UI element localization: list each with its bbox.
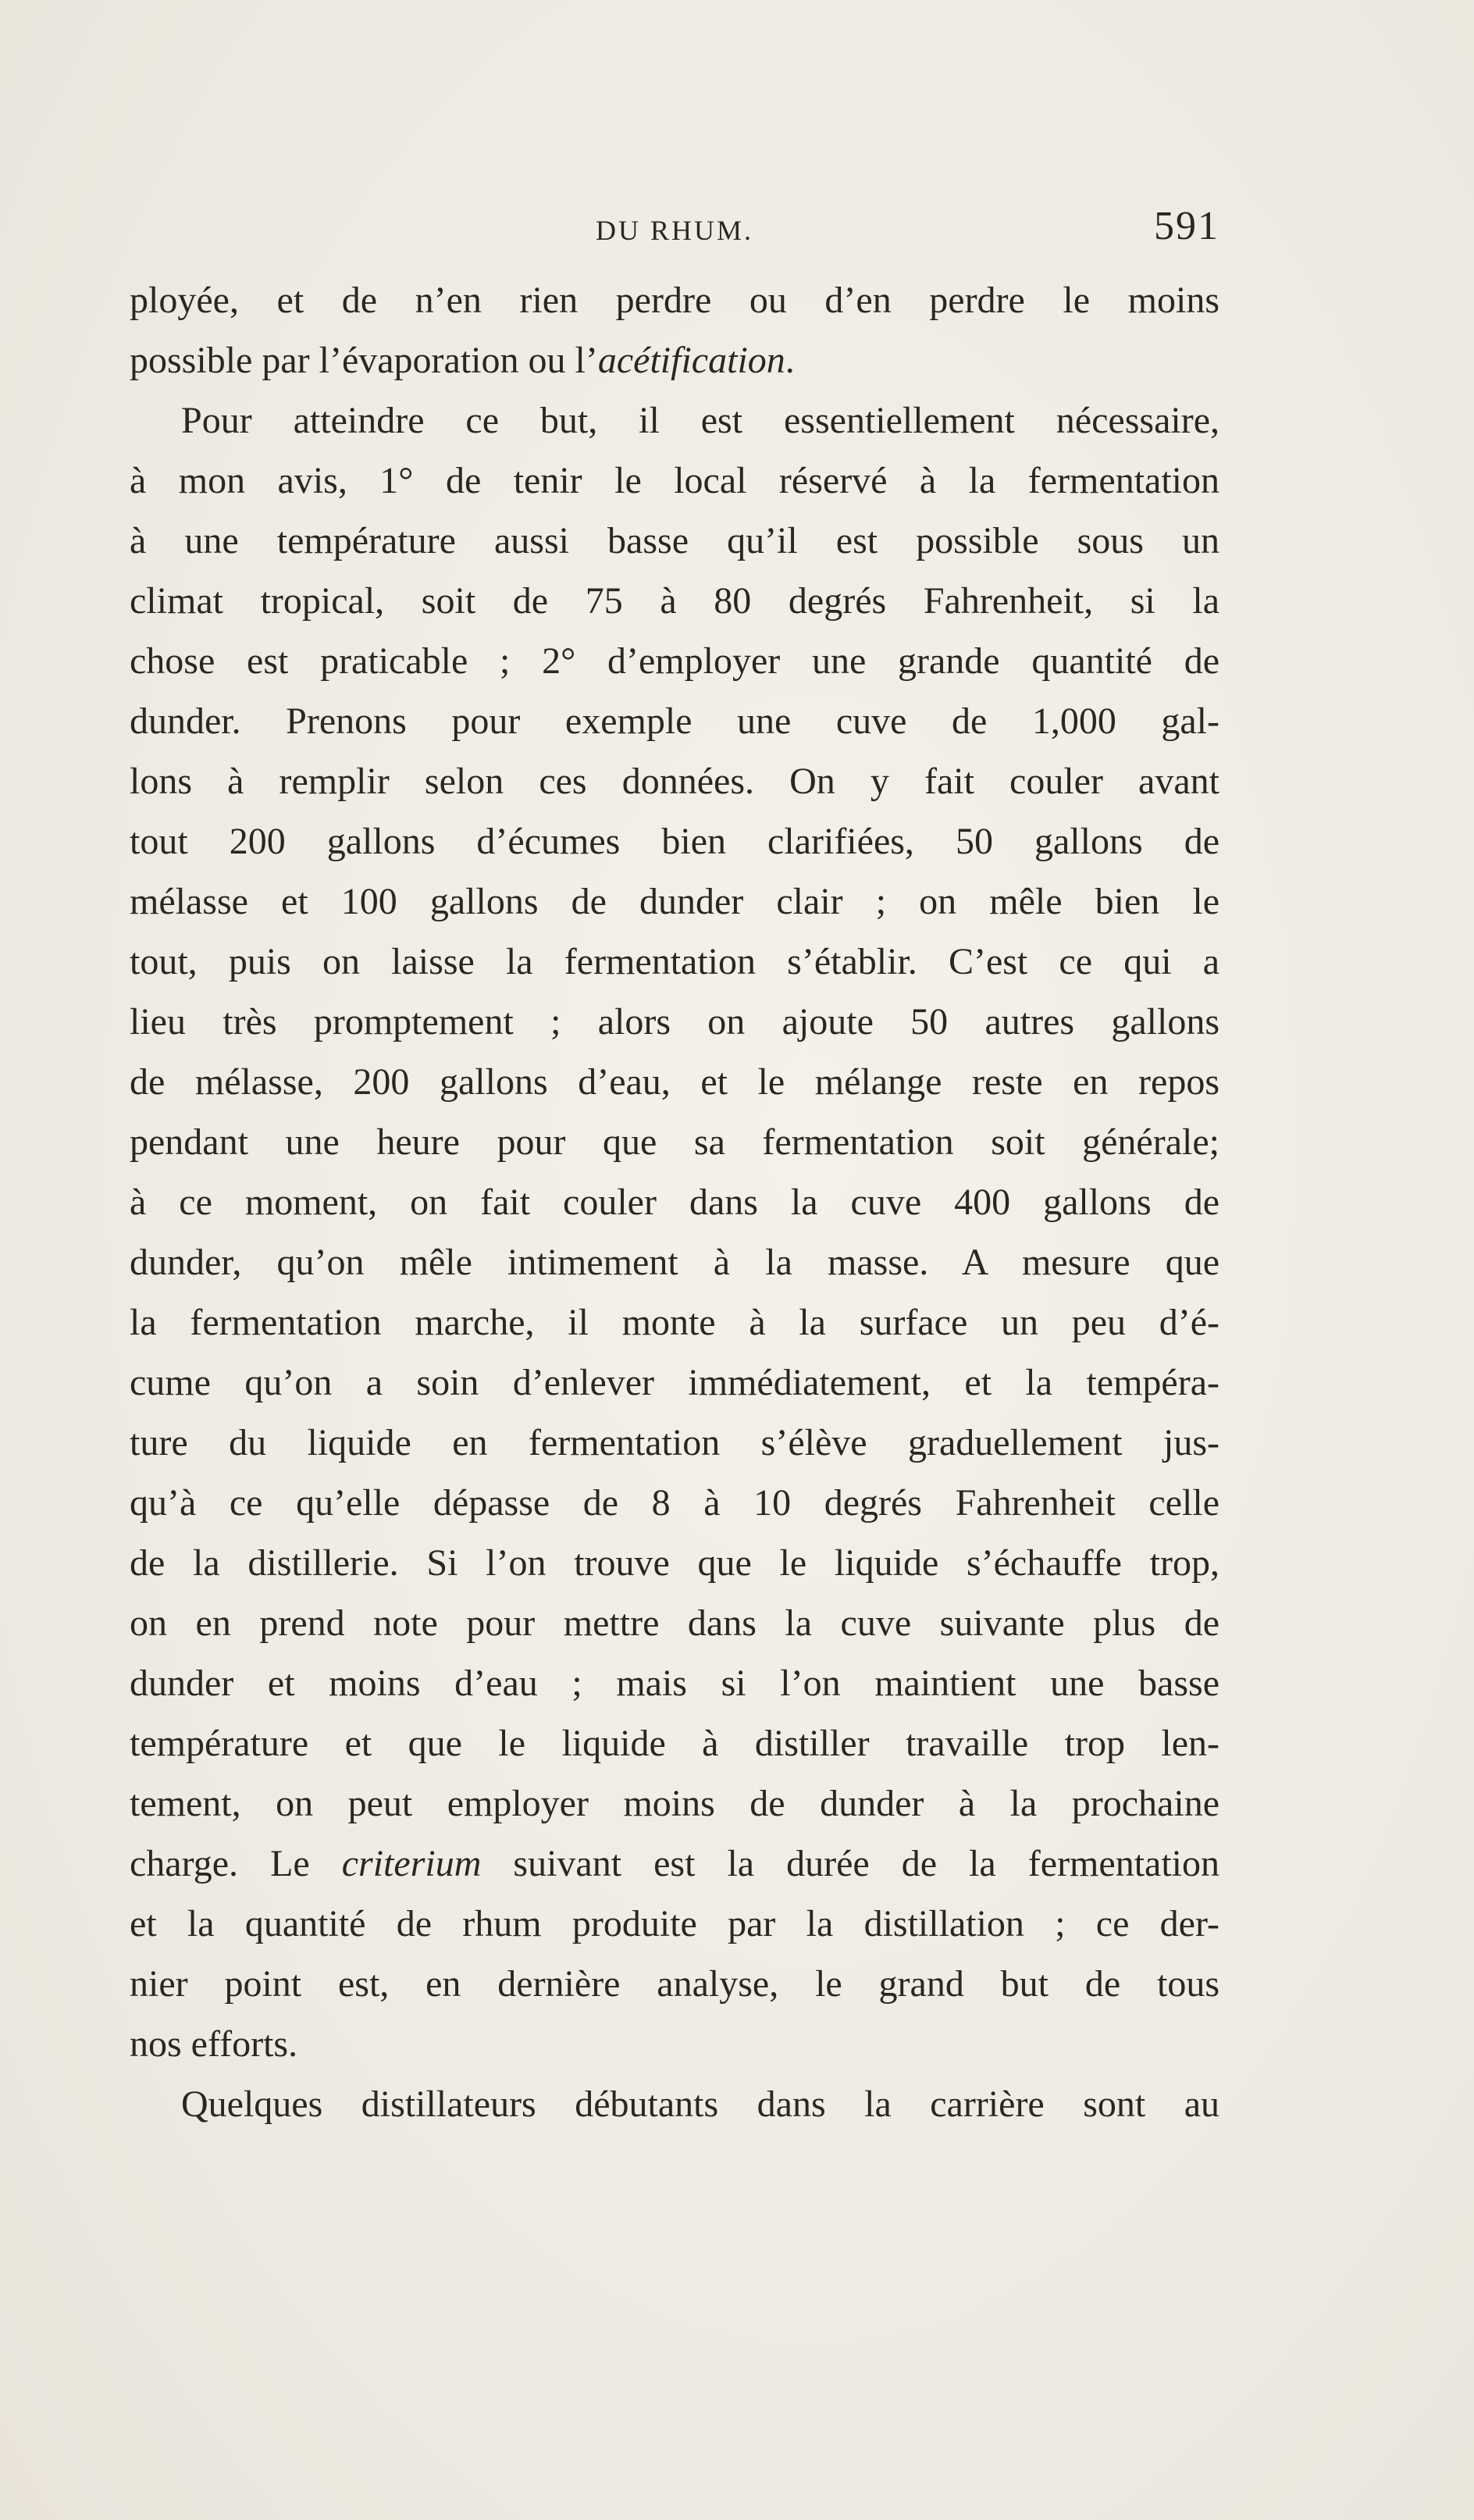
text-line: de mélasse, 200 gallons d’eau, et le mélange reste en repos: [130, 1061, 1219, 1103]
text-line: charge. Le criterium suivant est la durée de la fermentation: [130, 1843, 1220, 1884]
text-line: on en prend note pour mettre dans la cuve suivante plus de: [130, 1602, 1219, 1644]
text-line: ture du liquide en fermentation s’élève graduellement jus-: [130, 1422, 1219, 1463]
text-line: nos efforts.: [130, 2023, 298, 2065]
text-line: ployée, et de n’en rien perdre ou d’en perdre le moins: [130, 280, 1219, 321]
running-head-title: DU RHUM.: [595, 215, 753, 246]
text-line: possible par l’évaporation ou l’acétification.: [130, 340, 795, 381]
text-line: lieu très promptement ; alors on ajoute 50 autres gallons: [130, 1001, 1219, 1043]
text-line: tout, puis on laisse la fermentation s’établir. C’est ce qui a: [130, 941, 1219, 982]
text-line: dunder, qu’on mêle intimement à la masse. A mesure que: [130, 1242, 1219, 1283]
text-line: température et que le liquide à distiller travaille trop len-: [130, 1723, 1219, 1764]
text-line: la fermentation marche, il monte à la surface un peu d’é-: [130, 1302, 1219, 1343]
text-line: à ce moment, on fait couler dans la cuve 400 gallons de: [130, 1182, 1219, 1223]
text-line: de la distillerie. Si l’on trouve que le liquide s’échauffe trop,: [130, 1542, 1219, 1584]
text-line: chose est praticable ; 2° d’employer une grande quantité de: [130, 640, 1219, 682]
text-line: cume qu’on a soin d’enlever immédiatement, et la tempéra-: [130, 1362, 1219, 1403]
text-line: à mon avis, 1° de tenir le local réservé à la fermentation: [130, 460, 1219, 501]
text-line: dunder. Prenons pour exemple une cuve de 1,000 gal-: [130, 700, 1219, 742]
body-text: [130, 270, 1219, 2134]
text-line: dunder et moins d’eau ; mais si l’on maintient une basse: [130, 1663, 1219, 1704]
page-number: 591: [1154, 204, 1219, 248]
text-line: mélasse et 100 gallons de dunder clair ; on mêle bien le: [130, 881, 1219, 922]
text-line: tout 200 gallons d’écumes bien clarifiées, 50 gallons de: [130, 821, 1219, 862]
text-line: lons à remplir selon ces données. On y fait couler avant: [130, 761, 1219, 802]
text-line: Pour atteindre ce but, il est essentiellement nécessaire,: [181, 400, 1219, 441]
text-line: et la quantité de rhum produite par la distillation ; ce der-: [130, 1903, 1219, 1944]
text-line: pendant une heure pour que sa fermentation soit générale;: [130, 1121, 1219, 1163]
text-line: tement, on peut employer moins de dunder à la prochaine: [130, 1783, 1219, 1824]
running-head: [130, 203, 1219, 258]
text-line: Quelques distillateurs débutants dans la carrière sont au: [181, 2083, 1219, 2125]
text-line: qu’à ce qu’elle dépasse de 8 à 10 degrés Fahrenheit celle: [130, 1482, 1219, 1524]
text-line: climat tropical, soit de 75 à 80 degrés Fahrenheit, si la: [130, 580, 1219, 622]
text-line: à une température aussi basse qu’il est possible sous un: [130, 520, 1219, 561]
text-line: nier point est, en dernière analyse, le grand but de tous: [130, 1963, 1219, 2005]
